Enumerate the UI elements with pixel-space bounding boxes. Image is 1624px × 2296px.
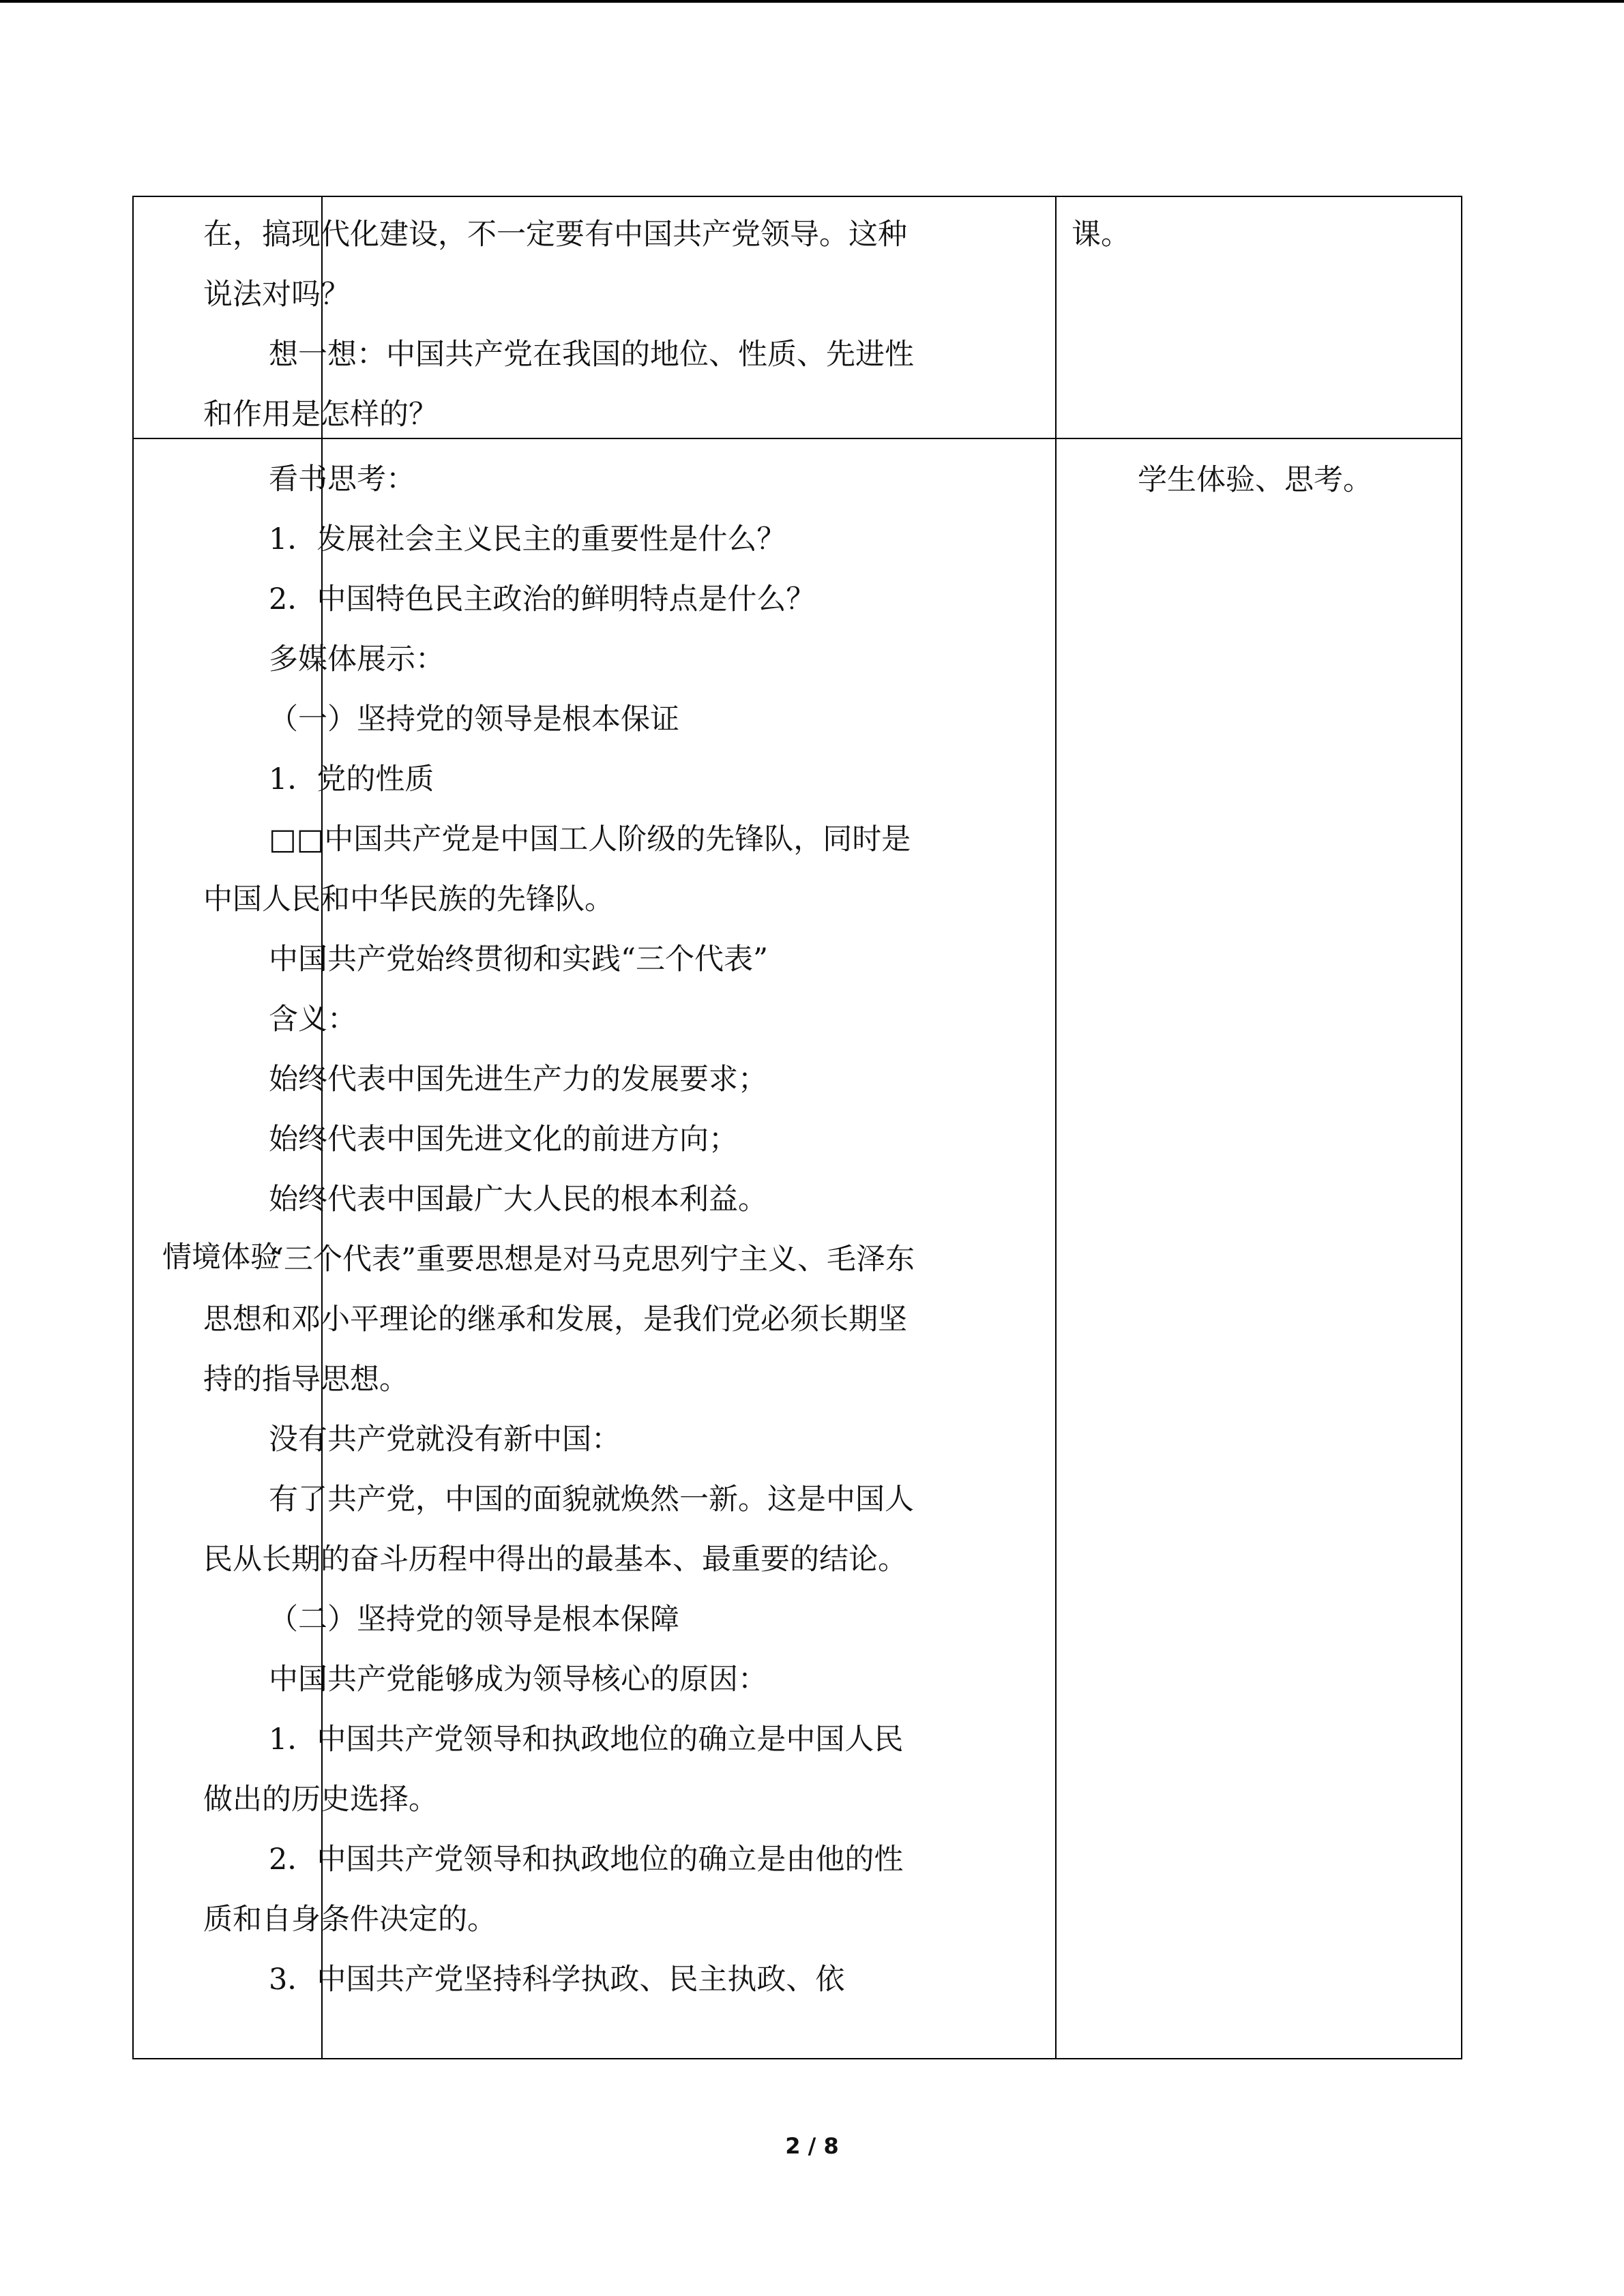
row1-content (203, 205, 918, 445)
row1-paragraph-2: 想一想：中国共产党在我国的地位、性质、先进性和作用是怎样的？ (203, 338, 914, 432)
row2-paragraph: 始终代表中国最广大人民的根本利益。 (269, 1182, 767, 1217)
page-number: 2 / 8 (785, 2133, 839, 2159)
row2-paragraph: □□中国共产党是中国工人阶级的先锋队，同时是中国人民和中华民族的先锋队。 (203, 822, 911, 916)
row2-content (203, 449, 918, 2010)
row2-paragraph: 看书思考： (269, 462, 415, 496)
row2-paragraph: 中国共产党能够成为领导核心的原因： (269, 1663, 767, 1697)
page-top-border (0, 0, 1624, 3)
row2-paragraph: 含义： (269, 1002, 357, 1037)
row2-paragraph: 中国共产党始终贯彻和实践“三个代表” (269, 942, 768, 976)
row2-paragraph: 2．中国共产党领导和执政地位的确立是由他的性质和自身条件决定的。 (203, 1843, 904, 1937)
row2-paragraph: 3．中国共产党坚持科学执政、民主执政、依 (269, 1963, 845, 1997)
row2-paragraph: 1．党的性质 (269, 762, 434, 796)
row2-paragraph: 始终代表中国先进文化的前进方向； (269, 1122, 738, 1157)
row2-paragraph: 1．发展社会主义民主的重要性是什么？ (269, 522, 786, 556)
row1-paragraph-1: 在，搞现代化建设，不一定要有中国共产党领导。这种说法对吗？ (203, 218, 907, 312)
row2-paragraph: 有了共产党，中国的面貌就焕然一新。这是中国人民从长期的奋斗历程中得出的最基本、最重要的结论。 (203, 1482, 914, 1577)
row2-paragraph: 没有共产党就没有新中国： (269, 1422, 621, 1457)
row2-label: 情境体验 (162, 1240, 280, 1274)
row2-paragraph: 多媒体展示： (269, 642, 445, 676)
row2-note: 学生体验、思考。 (1138, 463, 1372, 497)
column-divider-2 (1055, 197, 1057, 2058)
row2-paragraph: （二）坚持党的领导是根本保障 (269, 1602, 679, 1637)
row2-paragraph: （一）坚持党的领导是根本保证 (269, 702, 679, 736)
row1-note: 课。 (1072, 218, 1130, 252)
row2-paragraph: 2．中国特色民主政治的鲜明特点是什么？ (269, 582, 816, 616)
row2-paragraph: 始终代表中国先进生产力的发展要求； (269, 1062, 767, 1097)
row2-paragraph: 1．中国共产党领导和执政地位的确立是中国人民做出的历史选择。 (203, 1723, 904, 1817)
row2-paragraph: “三个代表”重要思想是对马克思列宁主义、毛泽东思想和邓小平理论的继承和发展，是我们党必须长期坚持的指导思想。 (203, 1242, 915, 1397)
